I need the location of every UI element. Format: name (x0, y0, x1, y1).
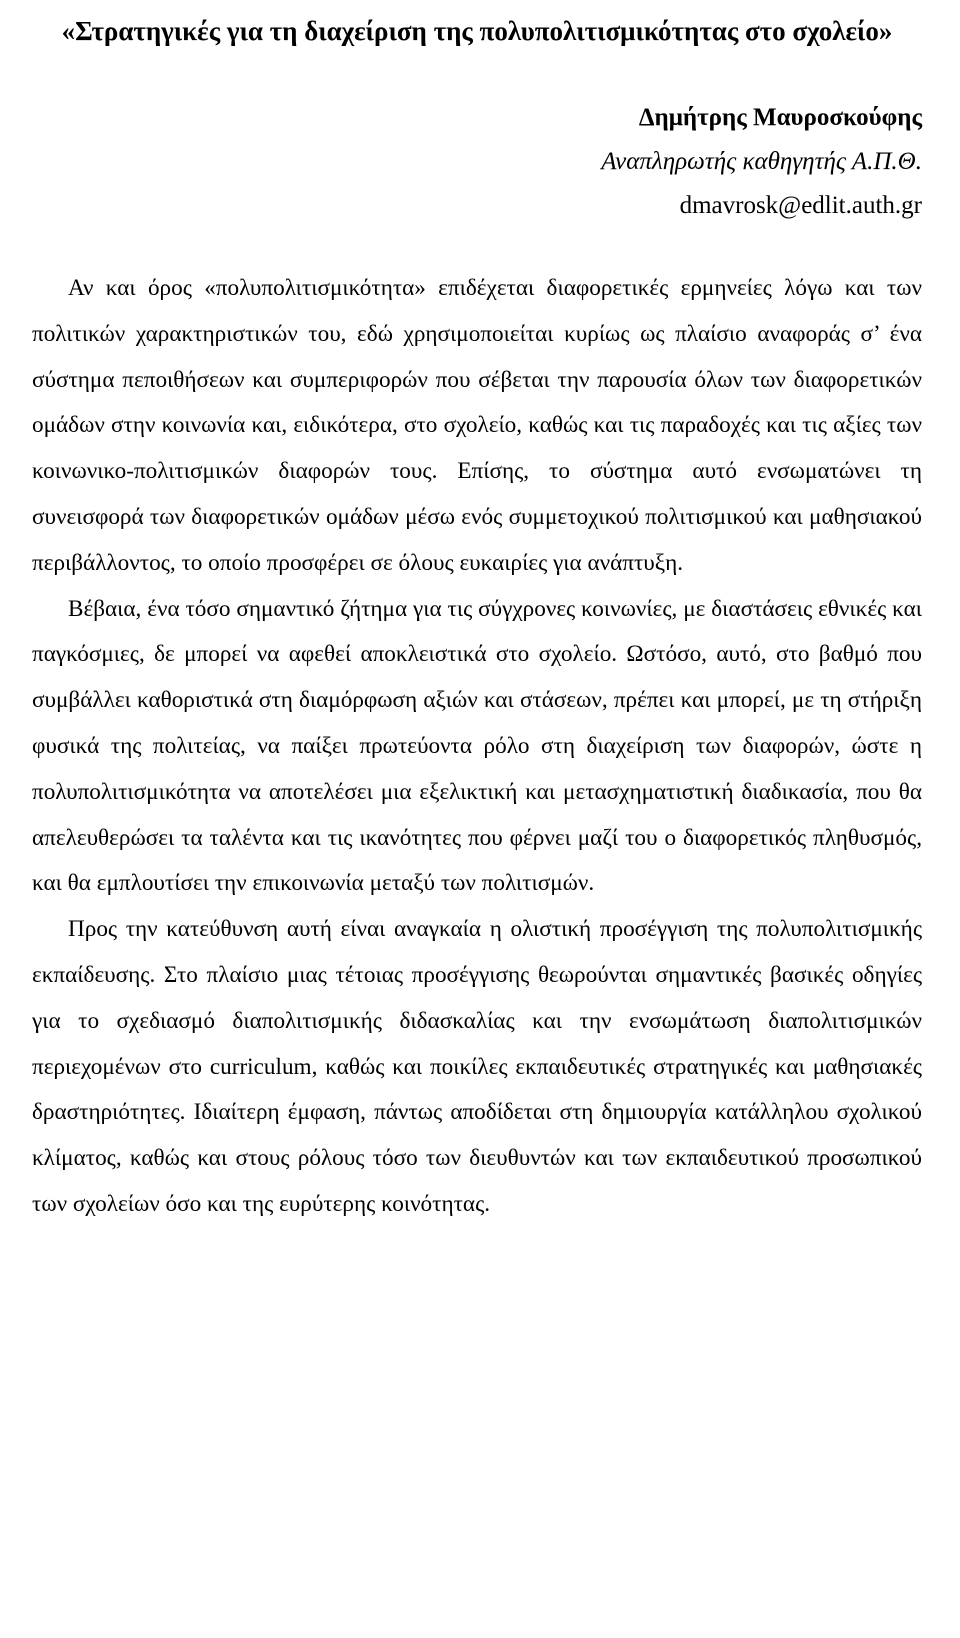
body-paragraph-2: Βέβαια, ένα τόσο σημαντικό ζήτημα για τις σύγχρονες κοινωνίες, με διαστάσεις εθνικές και παγκόσμιες, δε μπορεί να αφεθεί αποκλειστικά στο σχολείο. Ωστόσο, αυτό, στο βαθμό που συμβάλλει καθοριστικά στη διαμόρφωση αξιών και στάσεων, πρέπει και μπορεί, με τη στήριξη φυσικά της πολιτείας, να παίξει πρωτεύοντα ρόλο στη διαχείριση των διαφορών, ώστε η πολυπολιτισμικότητα να αποτελέσει μια εξελικτική και μετασχηματιστική διαδικασία, που θα απελευθερώσει τα ταλέντα και τις ικανότητες που φέρνει μαζί του ο διαφορετικός πληθυσμός, και θα εμπλουτίσει την επικοινωνία μεταξύ των πολιτισμών. (32, 595, 922, 897)
document-body (32, 266, 922, 1228)
author-block (32, 96, 922, 228)
author-email[interactable]: dmavrosk@edlit.auth.gr (679, 192, 922, 219)
document-title: «Στρατηγικές για τη διαχείριση της πολυπολιτισμικότητας στο σχολείο» (61, 16, 893, 46)
body-paragraph-3: Προς την κατεύθυνση αυτή είναι αναγκαία η ολιστική προσέγγιση της πολυπολιτισμικής εκπαίδευσης. Στο πλαίσιο μιας τέτοιας προσέγγισης θεωρούνται σημαντικές βασικές οδηγίες για το σχεδιασμό διαπολιτισμικής διδασκαλίας και την ενσωμάτωση διαπολιτισμικών περιεχομένων στο curriculum, καθώς και ποικίλες εκπαιδευτικές στρατηγικές και μαθησιακές δραστηριότητες. Ιδιαίτερη έμφαση, πάντως αποδίδεται στη δημιουργία κατάλληλου σχολικού κλίματος, καθώς και στους ρόλους τόσο των διευθυντών και των εκπαιδευτικού προσωπικού των σχολείων όσο και της ευρύτερης κοινότητας. (32, 916, 922, 1217)
author-role: Αναπληρωτής καθηγητής Α.Π.Θ. (601, 148, 922, 175)
author-name: Δημήτρης Μαυροσκούφης (638, 104, 922, 131)
body-paragraph-1: Αν και όρος «πολυπολιτισμικότητα» επιδέχεται διαφορετικές ερμηνείες λόγω και των πολιτικών χαρακτηριστικών του, εδώ χρησιμοποιείται κυρίως ως πλαίσιο αναφοράς σ’ ένα σύστημα πεποιθήσεων και συμπεριφορών που σέβεται την παρουσία όλων των διαφορετικών ομάδων στην κοινωνία και, ειδικότερα, στο σχολείο, καθώς και τις παραδοχές και τις αξίες των κοινωνικο-πολιτισμικών διαφορών τους. Επίσης, το σύστημα αυτό ενσωματώνει τη συνεισφορά των διαφορετικών ομάδων μέσω ενός συμμετοχικού πολιτισμικού και μαθησιακού περιβάλλοντος, το οποίο προσφέρει σε όλους ευκαιρίες για ανάπτυξη. (32, 275, 922, 576)
